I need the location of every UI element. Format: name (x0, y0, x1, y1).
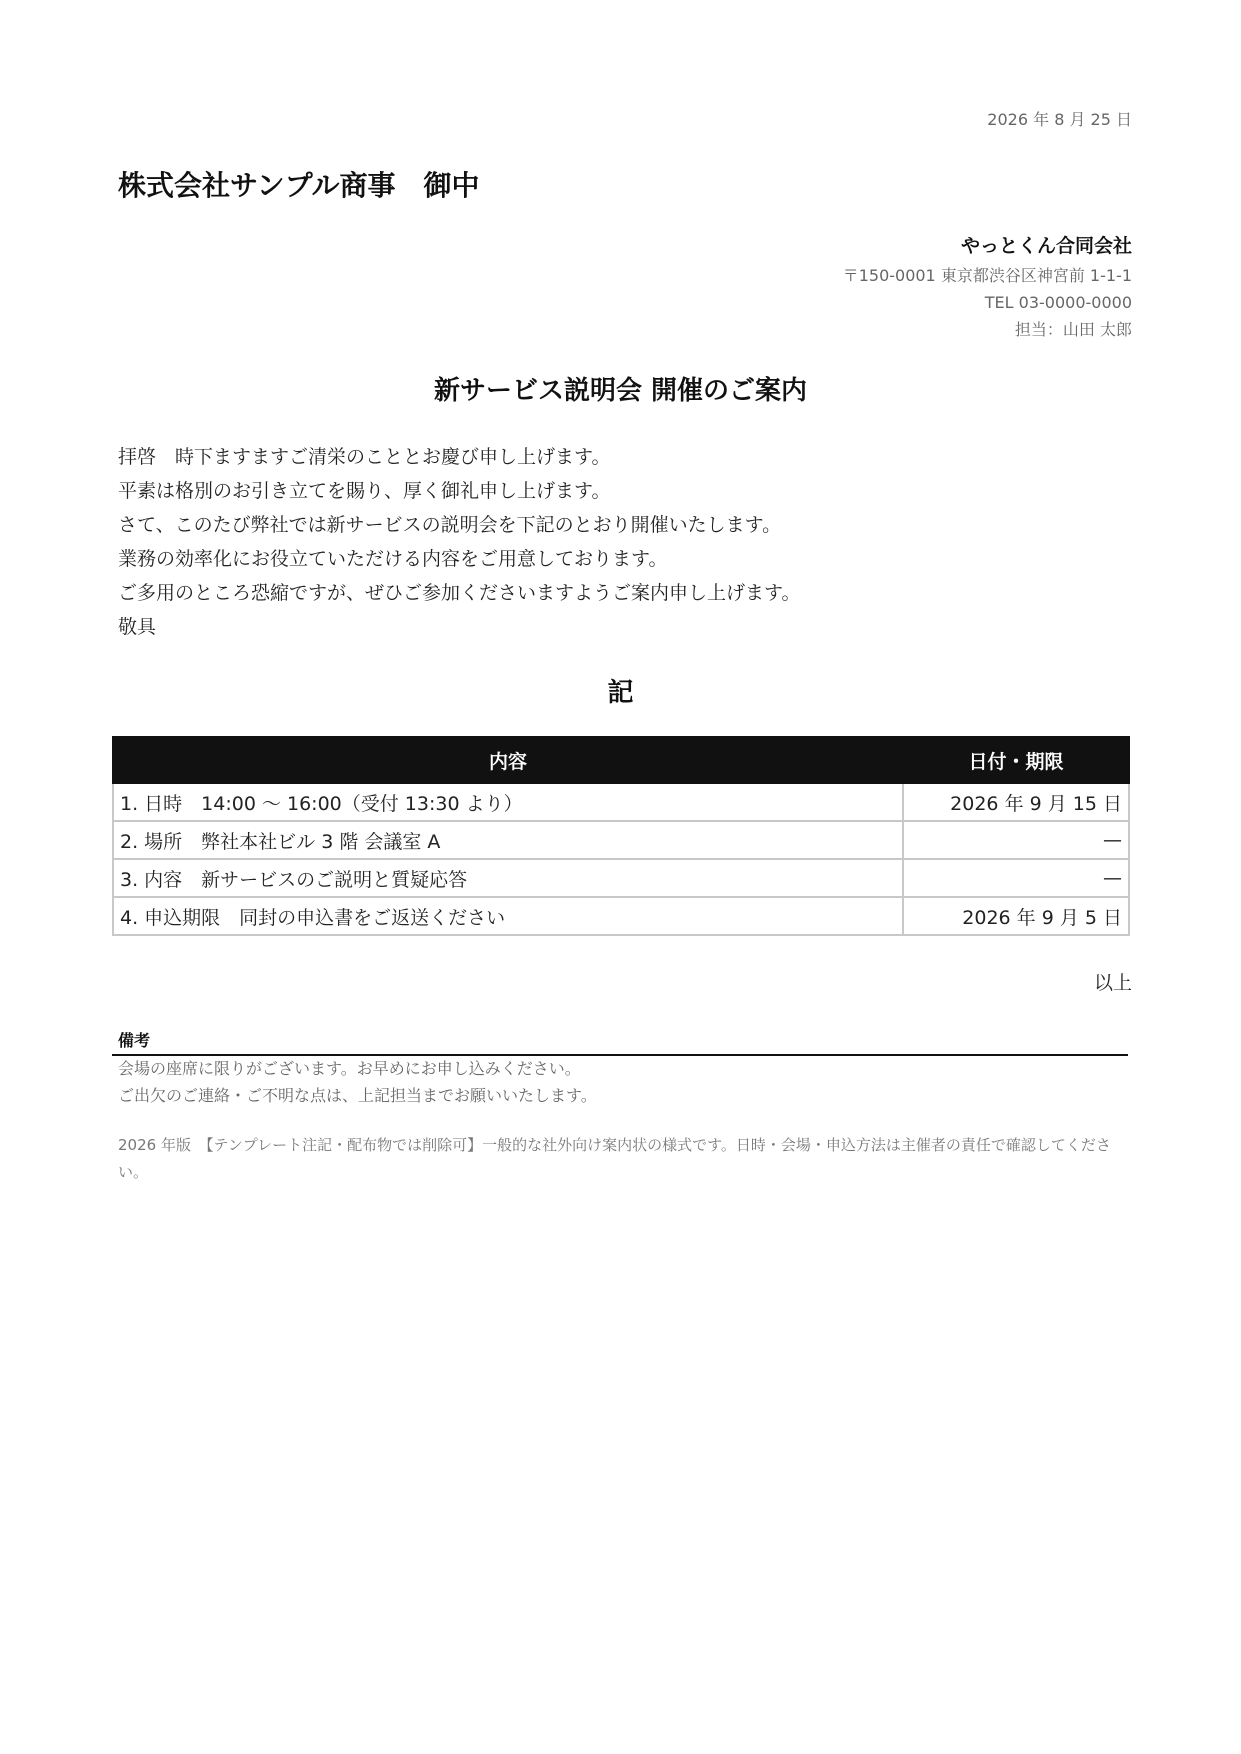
body-paragraph: 拝啓 時下ますますご清栄のこととお慶び申し上げます。 (118, 446, 611, 468)
notes-title: 備考 (118, 1031, 151, 1050)
table-row (113, 783, 1129, 821)
note-line: 会場の座席に限りがございます。お早めにお申し込みください。 (118, 1059, 581, 1078)
letter-subject: 新サービス説明会 開催のご案内 (433, 376, 808, 406)
closing-ijo: 以上 (1093, 972, 1132, 994)
letter-body (118, 440, 1128, 644)
issue-date: 2026 年 8 月 25 日 (987, 110, 1132, 129)
note-line: ご出欠のご連絡・ご不明な点は、上記担当までお願いいたします。 (118, 1086, 597, 1105)
details-table (112, 736, 1130, 936)
table-row (113, 859, 1129, 897)
body-paragraph: さて、このたび弊社では新サービスの説明会を下記のとおり開催いたします。 (118, 514, 782, 536)
sender-block (843, 232, 1132, 343)
row-content: 1. 日時 14:00 〜 16:00（受付 13:30 より） (113, 783, 903, 821)
template-footer-note: 2026 年版 【テンプレート注記・配布物では削除可】一般的な社外向け案内状の様式です。日時・会場・申込方法は主催者の責任で確認してください。 (118, 1136, 1111, 1181)
body-paragraph: 業務の効率化にお役立ていただける内容をご用意しております。 (118, 548, 668, 570)
recipient-name: 株式会社サンプル商事 御中 (118, 169, 480, 202)
row-date: — (903, 859, 1129, 897)
row-content: 2. 場所 弊社本社ビル 3 階 会議室 A (113, 821, 903, 859)
sender-tel: TEL 03-0000-0000 (984, 293, 1132, 312)
table-header-row (113, 737, 1129, 783)
table-row (113, 897, 1129, 935)
header-date: 日付・期限 (903, 737, 1129, 783)
ki-heading: 記 (607, 678, 634, 708)
sender-company: やっとくん合同会社 (960, 235, 1132, 257)
row-date: 2026 年 9 月 15 日 (903, 783, 1129, 821)
row-content: 3. 内容 新サービスのご説明と質疑応答 (113, 859, 903, 897)
sender-address: 〒150-0001 東京都渋谷区神宮前 1-1-1 (842, 266, 1132, 285)
header-content: 内容 (113, 737, 903, 783)
row-date: 2026 年 9 月 5 日 (903, 897, 1129, 935)
table-row (113, 821, 1129, 859)
body-paragraph: ご多用のところ恐縮ですが、ぜひご参加くださいますようご案内申し上げます。 (118, 582, 801, 604)
row-date: — (903, 821, 1129, 859)
body-paragraph: 平素は格別のお引き立てを賜り、厚く御礼申し上げます。 (118, 480, 611, 502)
body-closing-keigu: 敬具 (118, 616, 157, 638)
row-content: 4. 申込期限 同封の申込書をご返送ください (113, 897, 903, 935)
notes-section (118, 1055, 1128, 1109)
sender-contact: 担当：山田 太郎 (1014, 320, 1132, 339)
